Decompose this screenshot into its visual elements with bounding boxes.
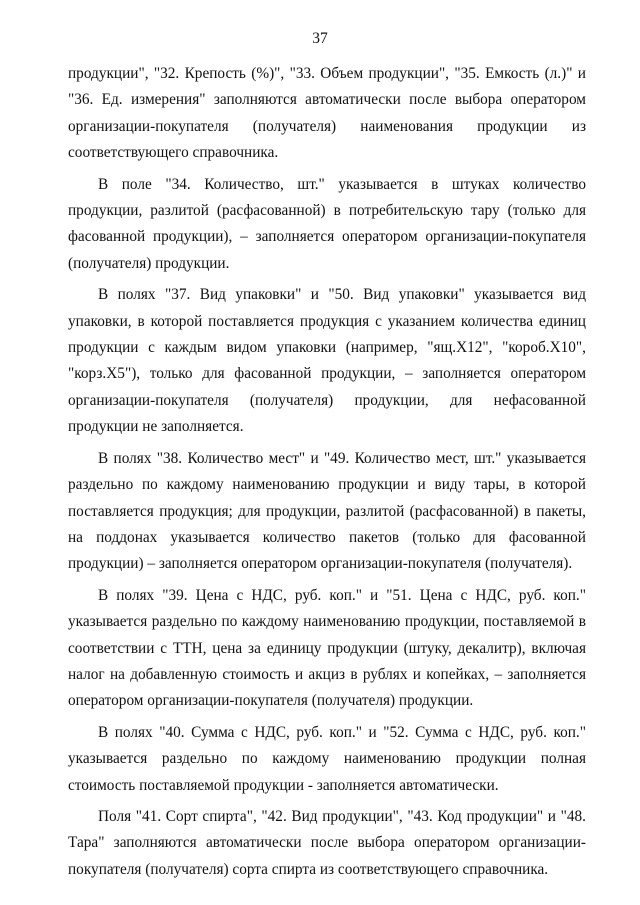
document-body	[68, 61, 586, 888]
paragraph-fields-40-52-sum: В полях "40. Сумма с НДС, руб. коп." и "52. Сумма с НДС, руб. коп." указывается раздельно по каждому наименованию продукции полная стоимость поставляемой продукции - заполняется автоматически.	[68, 723, 586, 794]
paragraph-fields-38-49-places: В полях "38. Количество мест" и "49. Количество мест, шт." указывается раздельно по каждому наименованию продукции и виду тары, в которой поставляется продукция; для продукции, разлитой (расфасованной) в пакеты, на поддонах указывается количество пакетов (только для фасованной продукции) – заполняется оператором организации-покупателя (получателя).	[68, 449, 586, 573]
paragraph-fields-37-50-packaging: В полях "37. Вид упаковки" и "50. Вид упаковки" указывается вид упаковки, в которой поставляется продукция с указанием количества единиц продукции с каждым видом упаковки (например, "ящ.Х12", "короб.Х10", "корз.Х5"), только для фасованной продукции, – заполняется оператором организации-покупателя (получателя) продукции, для нефасованной продукции не заполняется.	[68, 286, 586, 436]
paragraph-field-34-quantity: В поле "34. Количество, шт." указывается в штуках количество продукции, разлитой (расфасованной) в потребительскую тару (только для фасованной продукции), – заполняется оператором организации-покупателя (получателя) продукции.	[68, 175, 586, 272]
paragraph-fields-41-48-grade: Поля "41. Сорт спирта", "42. Вид продукции", "43. Код продукции" и "48. Тара" заполняются автоматически после выбора оператором организации-покупателя (получателя) сорта спирта из соответствующего справочника.	[68, 807, 586, 878]
page-number: 37	[312, 30, 328, 47]
paragraph-fields-auto-fill: продукции", "32. Крепость (%)", "33. Объем продукции", "35. Емкость (л.)" и "36. Ед. измерения" заполняются автоматически после выбора оператором организации-покупателя (получателя) наименования продукции из соответствующего справочника.	[68, 65, 586, 162]
paragraph-fields-39-51-price: В полях "39. Цена с НДС, руб. коп." и "51. Цена с НДС, руб. коп." указывается раздельно по каждому наименованию продукции, поставляемой в соответствии с ТТН, цена за единицу продукции (штуку, декалитр), включая налог на добавленную стоимость и акциз в рублях и копейках, – заполняется оператором организации-покупателя (получателя) продукции.	[68, 586, 586, 710]
